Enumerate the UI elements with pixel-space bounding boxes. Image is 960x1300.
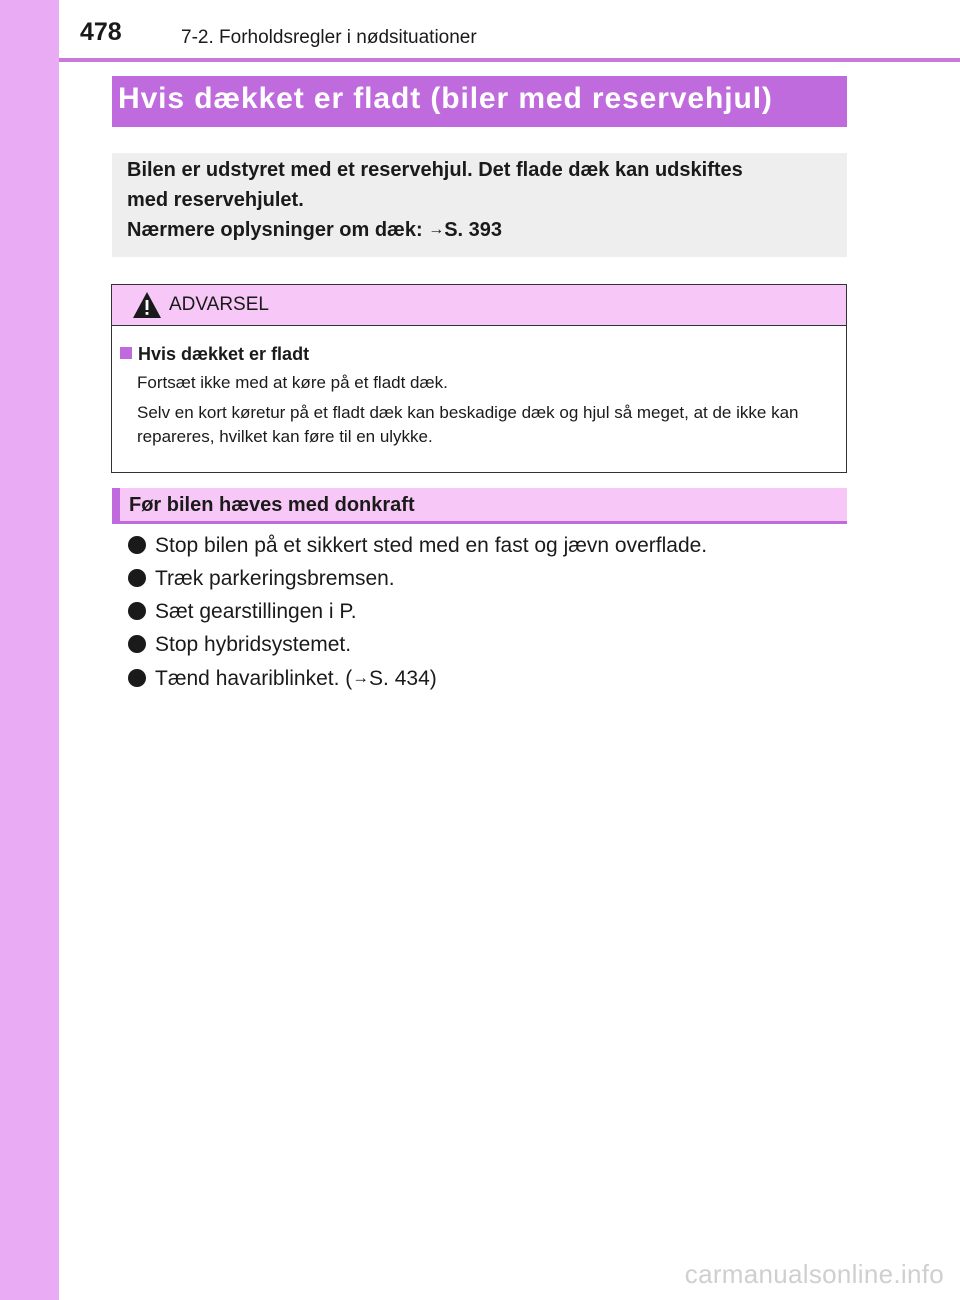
step-text: Stop bilen på et sikkert sted med en fast og jævn overflade. xyxy=(155,534,708,557)
section-accent-bar xyxy=(112,488,120,521)
intro-page-reference[interactable]: S. 393 xyxy=(444,219,503,241)
header-rule xyxy=(59,58,960,62)
list-item xyxy=(128,564,707,597)
warning-triangle-icon xyxy=(132,291,162,319)
intro-line-3-text: Nærmere oplysninger om dæk: xyxy=(127,219,429,241)
section-header xyxy=(112,488,847,524)
arrow-right-icon: → xyxy=(352,668,370,687)
step-text: Stop hybridsystemet. xyxy=(155,633,352,656)
watermark: carmanualsonline.info xyxy=(684,1259,944,1289)
side-strip xyxy=(0,0,59,1300)
page-title-banner xyxy=(112,76,847,127)
warning-paragraph-1: Fortsæt ikke med at køre på et fladt dæk. xyxy=(137,373,448,392)
step-text: Tænd havariblinket. ( xyxy=(155,667,353,690)
list-item xyxy=(128,663,707,696)
warning-subheading-text: Hvis dækket er fladt xyxy=(138,344,310,364)
intro-line-3 xyxy=(127,219,502,242)
warning-header xyxy=(112,285,846,326)
page-number: 478 xyxy=(80,18,122,46)
list-item xyxy=(128,630,707,663)
warning-box xyxy=(111,284,847,473)
step-page-reference[interactable]: S. 434) xyxy=(369,667,437,690)
bullet-dot-icon xyxy=(128,602,146,620)
step-text: Sæt gearstillingen i P. xyxy=(155,600,357,623)
square-bullet-icon xyxy=(120,347,132,359)
warning-label: ADVARSEL xyxy=(169,294,269,315)
warning-subheading xyxy=(120,344,309,365)
list-item xyxy=(128,531,707,564)
bullet-dot-icon xyxy=(128,536,146,554)
bullet-dot-icon xyxy=(128,635,146,653)
list-item xyxy=(128,597,707,630)
step-list xyxy=(128,531,707,696)
intro-line-2: med reservehjulet. xyxy=(127,189,304,211)
page-title: Hvis dækket er fladt (biler med reservehjul) xyxy=(118,82,773,115)
chapter-title: 7-2. Forholdsregler i nødsituationer xyxy=(181,27,477,48)
section-title: Før bilen hæves med donkraft xyxy=(129,494,415,516)
bullet-dot-icon xyxy=(128,569,146,587)
intro-box xyxy=(112,153,847,257)
arrow-right-icon: → xyxy=(428,221,445,238)
step-text: Træk parkeringsbremsen. xyxy=(155,567,395,590)
intro-line-1: Bilen er udstyret med et reservehjul. Det flade dæk kan udskiftes xyxy=(127,159,743,181)
bullet-dot-icon xyxy=(128,669,146,687)
warning-paragraph-2: Selv en kort køretur på et fladt dæk kan beskadige dæk og hjul så meget, at de ikke kan repareres, hvilket kan føre til en ulykke. xyxy=(137,403,799,446)
